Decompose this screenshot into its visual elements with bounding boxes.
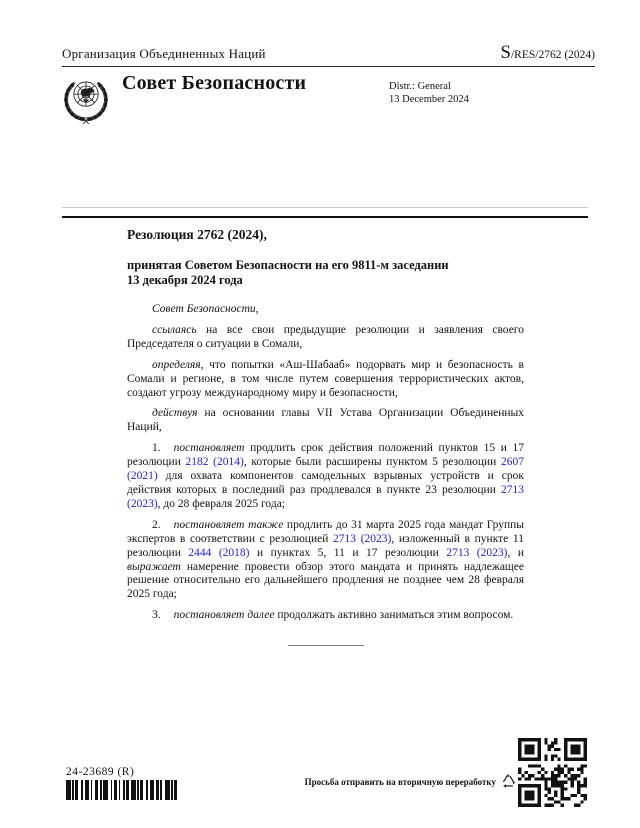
barcode-bar: [177, 780, 179, 800]
resolution-title: Резолюция 2762 (2024),: [127, 227, 267, 242]
distribution-type: Distr.: General: [389, 81, 451, 92]
document-symbol-rest: /RES/2762 (2024): [510, 49, 595, 61]
text-run: Совет Безопасности: [152, 303, 256, 315]
header-divider: [62, 66, 595, 67]
text-run: постановляет также: [173, 518, 284, 531]
text-run: определяя: [152, 358, 201, 371]
preamble-recalling: [127, 324, 524, 352]
recycle-note-row: [305, 772, 518, 791]
recycle-note: Просьба отправить на вторичную переработку: [304, 776, 496, 787]
qr-code-graphic: [518, 738, 587, 807]
text-run: 3.: [152, 609, 161, 622]
end-of-document-divider: [288, 645, 364, 646]
text-run: постановляет далее: [173, 609, 275, 622]
text-run: продолжать активно заниматься этим вопросом.: [274, 609, 514, 622]
job-number: 24-23689 (R): [66, 766, 135, 778]
text-run: 1.: [152, 442, 161, 455]
text-run: на основании главы VII Устава Организации Объединенных Наций,: [127, 407, 524, 434]
text-run: ссылаясь: [152, 323, 197, 336]
text-run: , которые были расширены пунктом 5 резолюции: [243, 456, 501, 469]
resolution-link[interactable]: 2713 (2023): [127, 483, 524, 510]
org-name: Организация Объединенных Наций: [62, 46, 266, 61]
text-run: , до 28 февраля 2025 года;: [157, 497, 285, 510]
recycle-icon: [499, 772, 518, 791]
text-run: , что попытки «Аш-Шабааб» подорвать мир и безопасность в Сомали и регионе, в том числе путем совершения террористических актов, создают угрозу международному миру и безопасности,: [127, 358, 524, 399]
text-run: продлить срок действия положений пунктов 15 и 17 резолюции: [127, 442, 524, 469]
text-run: , изложенный в пункте 11 резолюции: [127, 532, 524, 559]
operative-2: [127, 519, 524, 602]
text-run: 2.: [152, 518, 161, 531]
document-symbol: [500, 42, 595, 64]
preamble-determining: [127, 359, 524, 401]
distribution-date: 13 December 2024: [389, 94, 469, 105]
text-run: на все свои предыдущие резолюции и заявления своего Председателя о ситуации в Сомали,: [127, 323, 524, 350]
resolution-link[interactable]: 2182 (2014): [185, 456, 244, 469]
resolution-link[interactable]: 2607 (2021): [127, 456, 524, 483]
operative-1: [127, 442, 524, 512]
resolution-body: [127, 218, 524, 646]
resolution-link[interactable]: 2713 (2023): [446, 546, 508, 559]
text-run: выражает: [127, 560, 181, 573]
un-emblem-icon: [59, 71, 113, 128]
text-run: продлить до 31 марта 2025 года мандат Группы экспертов в соответствии с резолюцией: [127, 518, 524, 545]
text-run: постановляет: [173, 442, 245, 455]
text-run: намерение провести обзор этого мандата и принять надлежащее решение относительно его дальнейшего продления не позднее чем 28 февраля 2025 года;: [127, 560, 524, 601]
text-run: действуя: [152, 407, 198, 420]
preamble-acting: [127, 407, 524, 435]
preamble-actor: [127, 303, 524, 317]
text-run: для охвата компонентов самодельных взрывных устройств и срок действия которых в последний раз продлевался в пункте 23 резолюции: [127, 470, 524, 496]
document-symbol-prefix: S: [500, 42, 511, 63]
text-run: ,: [255, 303, 259, 315]
text-run: , и: [507, 546, 524, 559]
resolution-subtitle: [127, 258, 524, 287]
distribution-block: [389, 80, 469, 106]
faint-divider: [62, 207, 588, 208]
resolution-link[interactable]: 2444 (2018): [188, 546, 250, 559]
council-name: Совет Безопасности: [122, 72, 307, 94]
barcode-graphic: [66, 780, 185, 800]
resolution-link[interactable]: 2713 (2023): [333, 532, 392, 545]
text-run: и пунктах 5, 11 и 17 резолюции: [249, 546, 447, 559]
resolution-subtitle-line1: принятая Советом Безопасности на его 9811-м заседании: [127, 258, 449, 272]
resolution-paragraphs: [127, 303, 524, 623]
resolution-subtitle-line2: 13 декабря 2024 года: [127, 272, 243, 287]
operative-3: [127, 609, 524, 623]
